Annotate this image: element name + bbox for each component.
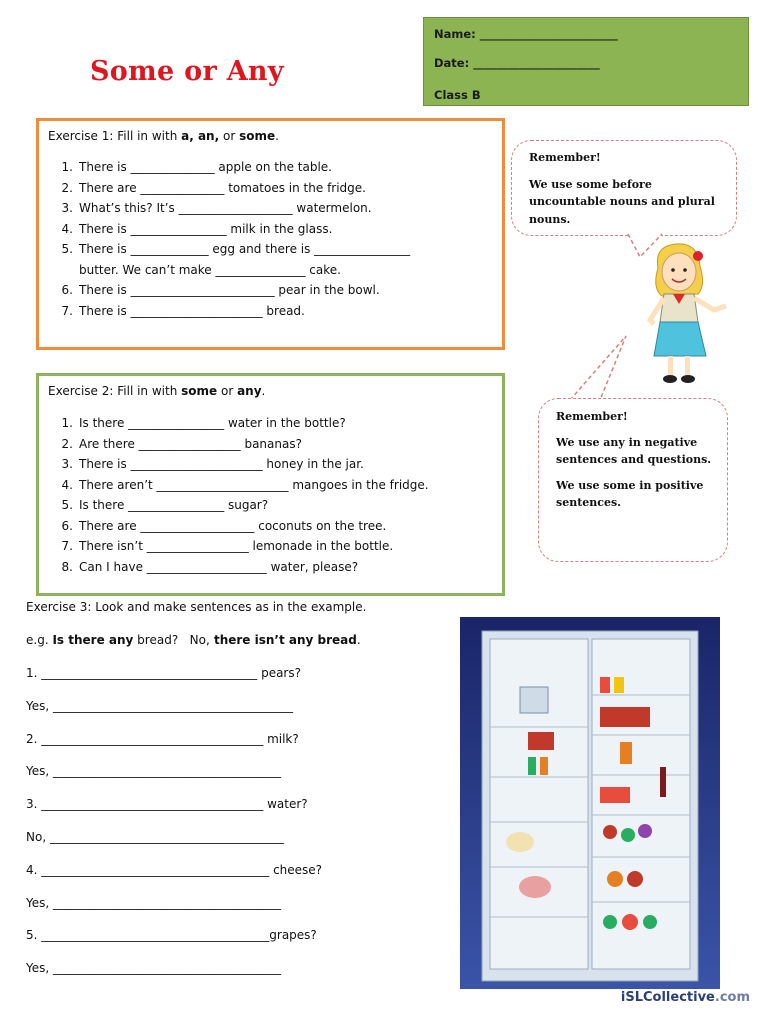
item-text[interactable]: There isn’t _________________ lemonade in the bottle. <box>79 539 394 553</box>
girl-illustration <box>640 238 740 388</box>
item-number: 4. <box>61 221 73 236</box>
item-number: 6. <box>61 518 73 533</box>
class-label: Class B <box>434 88 481 102</box>
item-text[interactable]: What’s this? It’s ___________________ watermelon. <box>79 201 372 215</box>
item-number: 4. <box>61 477 73 492</box>
item-text[interactable]: Is there ________________ sugar? <box>79 498 269 512</box>
bubble-2-tail <box>560 334 650 404</box>
bubble-2-text-2: We use some in positive sentences. <box>556 478 704 509</box>
name-field[interactable]: Name: ________________________ <box>434 27 618 41</box>
item-text[interactable]: There is ________________________ pear in the bowl. <box>79 283 380 297</box>
item-number: 3. <box>61 201 73 215</box>
item-number: 7. <box>61 539 73 553</box>
question-line[interactable]: 4. ______________________________________ cheese? <box>26 862 323 877</box>
exercise-1-title: Exercise 1: Fill in with a, an, or some. <box>48 129 279 143</box>
item-text[interactable]: Can I have ____________________ water, please? <box>79 559 359 574</box>
item-number: 8. <box>61 559 73 574</box>
bubble-2-text-1: We use any in negative sentences and questions. <box>556 435 712 466</box>
fridge-illustration <box>460 617 720 989</box>
remember-bubble-1 <box>511 140 737 236</box>
bubble-1-heading: Remember! <box>529 151 601 164</box>
item-number: 5. <box>61 498 73 512</box>
question-line[interactable]: 2. _____________________________________ milk? <box>26 731 299 746</box>
item-text[interactable]: There is ______________ apple on the table. <box>79 160 332 174</box>
item-text[interactable]: There is ______________________ honey in the jar. <box>79 457 364 471</box>
item-number: 1. <box>61 160 73 174</box>
item-number: 6. <box>61 283 73 297</box>
exercise-3-example: e.g. Is there any bread? No, there isn’t any bread. <box>26 633 361 647</box>
item-text[interactable]: There are ______________ tomatoes in the fridge. <box>79 180 366 195</box>
date-field[interactable]: Date: ______________________ <box>434 56 600 70</box>
bubble-2-heading: Remember! <box>556 410 628 423</box>
item-text[interactable]: There is ______________________ bread. <box>79 303 305 318</box>
student-info-box <box>423 17 749 106</box>
exercise-2-box <box>36 373 505 596</box>
item-number: 2. <box>61 180 73 195</box>
item-text[interactable]: There is _____________ egg and there is ________________ <box>79 242 411 256</box>
item-text[interactable]: Are there _________________ bananas? <box>79 436 302 451</box>
item-text[interactable]: butter. We can’t make _______________ cake. <box>79 262 341 277</box>
item-text[interactable]: Is there ________________ water in the bottle? <box>79 416 346 430</box>
item-text[interactable]: There aren’t ______________________ mangoes in the fridge. <box>79 477 429 492</box>
question-line[interactable]: 3. _____________________________________ water? <box>26 797 308 812</box>
item-number: 1. <box>61 416 73 430</box>
exercise-1-box <box>36 118 505 350</box>
item-number: 2. <box>61 436 73 451</box>
answer-line[interactable]: Yes, ______________________________________ <box>26 961 281 976</box>
answer-line[interactable]: Yes, ______________________________________ <box>26 764 281 779</box>
page-title: Some or Any <box>90 56 284 87</box>
answer-line[interactable]: Yes, ______________________________________ <box>26 895 281 910</box>
item-number: 7. <box>61 303 73 318</box>
answer-line[interactable]: Yes, ________________________________________ <box>26 698 293 713</box>
question-line[interactable]: 1. ____________________________________ pears? <box>26 666 301 680</box>
exercise-3-title: Exercise 3: Look and make sentences as in the example. <box>26 600 367 614</box>
question-line[interactable]: 5. ______________________________________grapes? <box>26 928 317 943</box>
exercise-2-title: Exercise 2: Fill in with some or any. <box>48 384 266 398</box>
item-text[interactable]: There are ___________________ coconuts on the tree. <box>79 518 387 533</box>
bubble-1-text: We use some before uncountable nouns and plural nouns. <box>529 177 715 226</box>
item-number: 5. <box>61 242 73 256</box>
remember-bubble-2 <box>538 398 728 562</box>
answer-line[interactable]: No, _______________________________________ <box>26 830 284 844</box>
item-text[interactable]: There is ________________ milk in the glass. <box>79 221 333 236</box>
item-number: 3. <box>61 457 73 471</box>
footer-brand: iSLCollective.com <box>620 990 750 1005</box>
